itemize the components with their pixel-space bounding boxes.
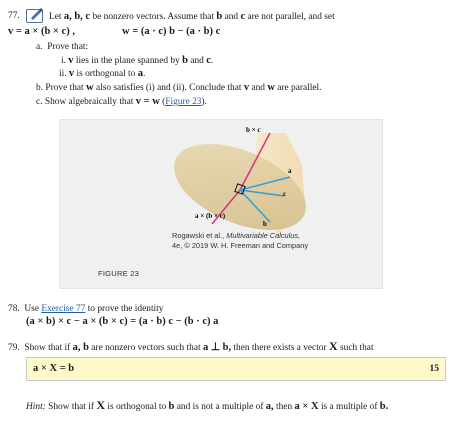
exercise-77-link[interactable]: Exercise 77: [41, 304, 86, 314]
problem-77-number: 77.: [8, 11, 20, 21]
score-badge: 15: [429, 364, 439, 374]
label-b: b: [263, 220, 267, 228]
problem-78-text: 78. Use Exercise 77 to prove the identity: [8, 304, 164, 314]
disk-plane: [161, 127, 318, 248]
answer-box[interactable]: [26, 357, 446, 381]
problem-79-text: 79. Show that if a, b are nonzero vectors such that a ⊥ b, then there exists a vector X such that: [8, 339, 374, 353]
w-definition: w = (a · c) b − (a · b) c: [122, 26, 221, 37]
figure-label: FIGURE 23: [98, 269, 140, 278]
figure-23-link[interactable]: Figure 23: [165, 97, 202, 107]
part-b: b. Prove that w also satisfies (i) and (ii). Conclude that v and w are parallel.: [36, 82, 322, 93]
answer-equation: a × X = b: [33, 363, 75, 374]
hint-text: Hint: Show that if X is orthogonal to b and is not a multiple of a, then a × X is a multiple of b.: [26, 398, 389, 412]
part-a: a. Prove that:: [36, 42, 89, 52]
problem-77-intro: Let a, b, c be nonzero vectors. Assume that b and c are not parallel, and set: [49, 11, 335, 22]
figure-caption: Rogawski et al., Multivariable Calculus, 4e, © 2019 W. H. Freeman and Company: [172, 231, 309, 250]
label-a: a: [288, 167, 292, 175]
part-a-i: i. v lies in the plane spanned by b and c.: [61, 55, 214, 66]
v-definition: v = a × (b × c) ,: [8, 26, 75, 37]
label-b-cross-c: b × c: [246, 126, 261, 134]
part-c: c. Show algebraically that v = w (Figure 23).: [36, 96, 207, 107]
part-a-ii: ii. v is orthogonal to a.: [59, 68, 146, 79]
label-a-cross-bxc: a × (b × c): [195, 212, 226, 220]
problem-78-identity: (a × b) × c − a × (b × c) = (a · b) c − (b · c) a: [26, 316, 219, 327]
label-c: c: [283, 190, 287, 198]
